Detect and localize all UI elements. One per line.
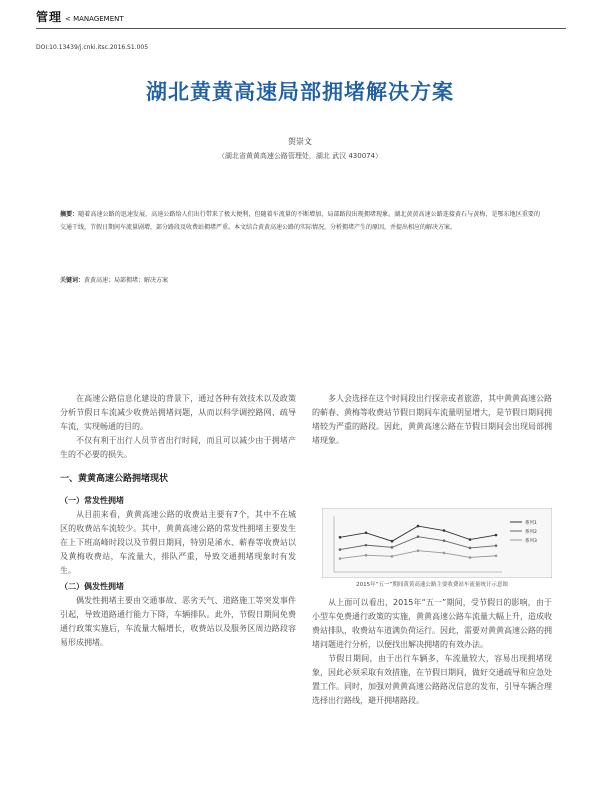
legend-label: 系列2 — [525, 530, 537, 535]
abstract — [60, 208, 540, 234]
header-section-cn: 管理 — [36, 10, 63, 24]
paragraph-frequent-congestion: 从目前来看，黄黄高速公路的收费站主要有7个，其中不在城区的收费站车流较少。其中，黄黄高速公路的常发性拥堵主要发生在上下班高峰时段以及节假日期间，特别是浠水、蕲春等收费站以及黄梅收费站，车流量大，排队严重，导致交通拥堵现象时有发生。 — [60, 510, 296, 575]
data-point — [495, 554, 498, 557]
data-point — [339, 536, 342, 539]
data-point — [365, 532, 368, 535]
right-paragraph-1: 多人会选择在这个时间段出行探亲或者旅游，其中黄黄高速公路的蕲春、黄梅等收费站节假日期间车流量明显增大，是节假日期间拥堵较为严重的路段。因此，黄黄高速公路在节假日期间会出现局部拥堵现象。 — [312, 394, 552, 445]
header-section-en: < MANAGEMENT — [65, 15, 124, 23]
data-point — [391, 555, 394, 558]
data-point — [495, 534, 498, 537]
right-column-top — [312, 392, 552, 448]
keywords-text: 黄黄高速；局部拥堵；解决方案 — [84, 277, 169, 284]
data-point — [417, 549, 420, 552]
right-paragraph-3: 节假日期间，由于出行车辆多，车流量较大，容易出现拥堵现象，因此必须采取有效措施，在节假日期间，做好交通疏导和应急处置工作。同时，加强对黄黄高速公路路况信息的发布，引导车辆合理选择出行路线，避开拥堵路段。 — [312, 654, 552, 705]
intro-paragraph-1: 在高速公路信息化建设的背景下，通过各种有效技术以及政策分析节假日车流减少收费站拥堵问题，从而以科学调控路网、疏导车流，实现畅通的目的。 — [60, 394, 296, 431]
header-section — [36, 8, 124, 25]
data-point — [339, 557, 342, 560]
chart-frame — [322, 508, 552, 578]
left-column — [60, 392, 296, 650]
subheading-1: （一）常发性拥堵 — [60, 496, 124, 505]
affiliation: （湖北省黄黄高速公路管理处，湖北 武汉 430074） — [217, 152, 383, 160]
data-point — [417, 525, 420, 528]
data-point — [391, 546, 394, 549]
data-point — [391, 540, 394, 543]
header-rule — [36, 28, 566, 29]
data-point — [365, 544, 368, 547]
abstract-text: 随着高速公路的迅速发展，高速公路给人们出行带来了极大便利，但随着车流量的不断增加，局部路段出现拥堵现象。湖北黄黄高速公路连接黄石与黄梅，是鄂东地区重要的交通干线，节假日期间车流量剧增，部分路段及收费站拥堵严重。本文结合黄黄高速公路的实际情况，分析拥堵产生的原因，并提出相应的解决方案。 — [60, 211, 540, 231]
legend-label: 系列3 — [525, 539, 537, 544]
data-point — [495, 544, 498, 547]
paper-title: 湖北黄黄高速局部拥堵解决方案 — [146, 80, 454, 104]
data-point — [443, 539, 446, 542]
traffic-flow-chart — [322, 508, 552, 578]
data-point — [469, 547, 472, 550]
author: 贺崇文 — [288, 137, 312, 146]
paragraph-occasional-congestion: 偶发性拥堵主要由交通事故、恶劣天气、道路施工等突发事件引起，导致道路通行能力下降，车辆排队。此外，节假日期间免费通行政策实施后，车流量大幅增长，收费站以及服务区周边路段容易形成拥堵。 — [60, 596, 296, 647]
data-point — [365, 554, 368, 557]
intro-paragraph-2: 不仅有利于出行人员节省出行时间，而且可以减少由于拥堵产生的不必要的损失。 — [60, 436, 296, 459]
keywords — [60, 275, 540, 284]
abstract-label: 摘要： — [60, 211, 79, 218]
subheading-2: （二）偶发性拥堵 — [60, 582, 124, 591]
doi: DOI:10.13439/j.cnki.itsc.2016.S1.005 — [36, 44, 149, 51]
section-heading-1: 一、黄黄高速公路拥堵现状 — [60, 474, 169, 484]
keywords-label: 关键词： — [60, 277, 85, 284]
data-point — [417, 535, 420, 538]
data-point — [469, 538, 472, 541]
right-column-bottom — [312, 596, 552, 708]
data-point — [443, 529, 446, 532]
right-paragraph-2: 从上面可以看出，2015年“五一”期间，受节假日的影响，由于小型车免费通行政策的实施，黄黄高速公路车流量大幅上升，造成收费站排队，收费站车道满负荷运行。因此，需要对黄黄高速公路的拥堵问题进行分析，以便找出解决拥堵的有效办法。 — [312, 598, 552, 649]
data-point — [339, 548, 342, 551]
data-point — [469, 556, 472, 559]
figure-caption: 2015年“五一”期间黄黄高速公路主要收费站车流量统计示意图 — [356, 582, 508, 588]
legend-label: 系列1 — [525, 521, 537, 526]
data-point — [443, 552, 446, 555]
